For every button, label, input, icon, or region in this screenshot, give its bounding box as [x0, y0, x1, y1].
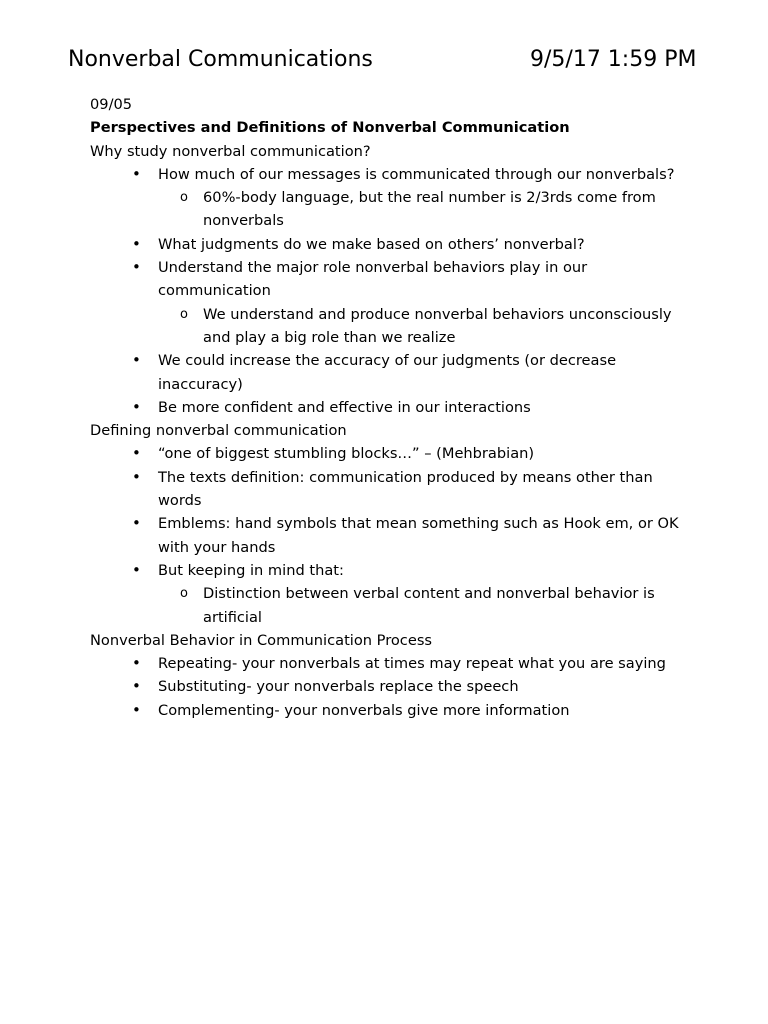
notes-body — [90, 93, 690, 722]
bullet-text: Repeating- your nonverbals at times may repeat what you are saying — [158, 655, 666, 673]
notes-heading: Perspectives and Definitions of Nonverbal Communication — [90, 119, 570, 137]
bullet-text: How much of our messages is communicated through our nonverbals? — [158, 165, 675, 183]
sub-bullet-text: Distinction between verbal content and nonverbal behavior is artificial — [203, 585, 655, 626]
sub-bullet-marker: o — [180, 586, 188, 602]
sub-bullet-item — [90, 186, 690, 233]
section-title: Defining nonverbal communication — [90, 422, 347, 440]
bullet-marker: • — [132, 444, 141, 463]
bullet-marker: • — [132, 258, 141, 277]
sub-bullet-text: We understand and produce nonverbal behaviors unconsciously and play a big role than we realize — [203, 305, 672, 346]
bullet-text: Substituting- your nonverbals replace the speech — [158, 678, 519, 696]
sub-bullet-marker: o — [180, 306, 188, 322]
bullet-item — [90, 256, 690, 303]
bullet-text: “one of biggest stumbling blocks…” – (Mehbrabian) — [158, 445, 535, 463]
bullet-text: We could increase the accuracy of our judgments (or decrease inaccuracy) — [158, 352, 617, 393]
notes-date: 09/05 — [90, 96, 133, 113]
bullet-marker: • — [132, 560, 141, 579]
bullet-item — [90, 396, 690, 419]
bullet-text: What judgments do we make based on others’ nonverbal? — [158, 235, 585, 253]
bullet-item — [90, 699, 690, 722]
bullet-item — [90, 652, 690, 675]
bullet-item — [90, 675, 690, 698]
bullet-marker: • — [132, 467, 141, 486]
bullet-item — [90, 559, 690, 582]
bullet-text: Emblems: hand symbols that mean something such as Hook em, or OK with your hands — [158, 515, 679, 556]
page-title: Nonverbal Communications — [68, 47, 373, 72]
bullet-marker: • — [132, 164, 141, 183]
bullet-marker: • — [132, 234, 141, 253]
bullet-item — [90, 512, 690, 559]
bullet-marker: • — [132, 514, 141, 533]
bullet-item — [90, 233, 690, 256]
section-title: Why study nonverbal communication? — [90, 142, 371, 160]
bullet-text: Complementing- your nonverbals give more information — [158, 701, 570, 719]
bullet-item — [90, 442, 690, 465]
sub-bullet-marker: o — [180, 190, 188, 206]
bullet-marker: • — [132, 700, 141, 719]
bullet-text: The texts definition: communication produced by means other than words — [158, 468, 653, 510]
page-timestamp: 9/5/17 1:59 PM — [530, 47, 697, 72]
bullet-marker: • — [132, 397, 141, 416]
bullet-marker: • — [132, 351, 141, 370]
bullet-text: Be more confident and effective in our interactions — [158, 398, 531, 416]
section-title: Nonverbal Behavior in Communication Process — [90, 631, 433, 649]
sub-bullet-item — [90, 582, 690, 629]
bullet-item — [90, 163, 690, 186]
sub-bullet-text: 60%-body language, but the real number is 2/3rds come from nonverbals — [203, 189, 656, 230]
bullet-item — [90, 349, 690, 396]
bullet-marker: • — [132, 677, 141, 696]
bullet-text: But keeping in mind that: — [158, 561, 344, 579]
sub-bullet-item — [90, 303, 690, 350]
bullet-text: Understand the major role nonverbal behaviors play in our communication — [158, 259, 588, 300]
bullet-item — [90, 466, 690, 513]
bullet-marker: • — [132, 654, 141, 673]
